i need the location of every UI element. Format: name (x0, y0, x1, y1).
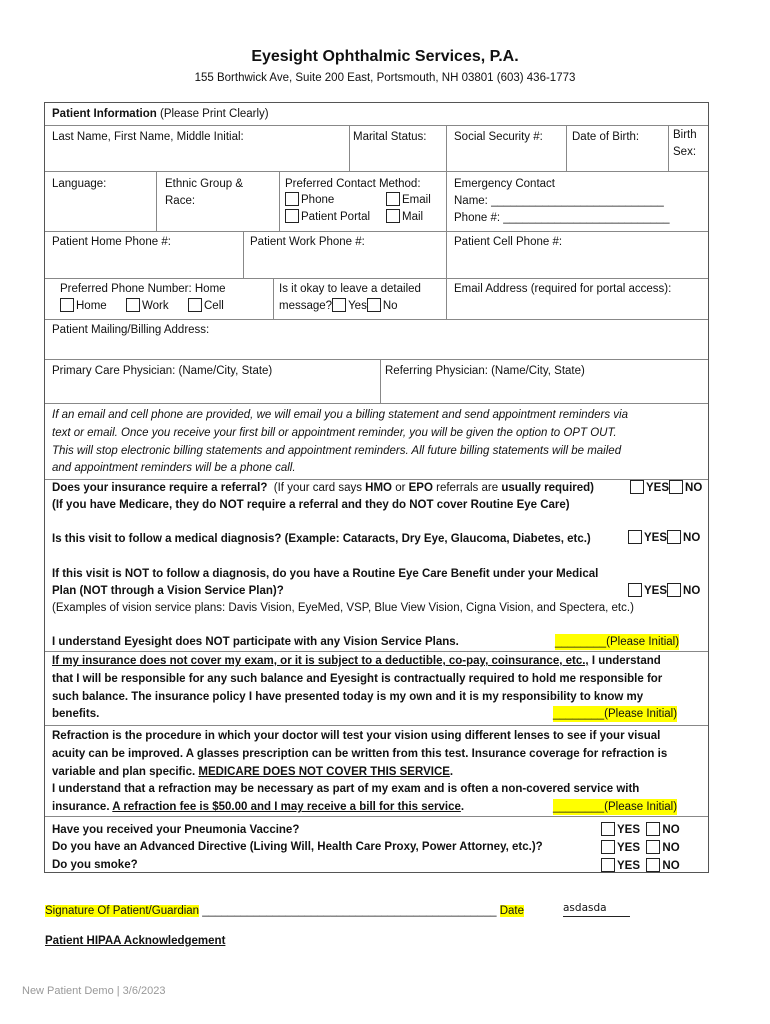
referral-no-checkbox[interactable] (669, 480, 683, 494)
page-footer: New Patient Demo | 3/6/2023 (22, 985, 166, 997)
work-phone-label: Patient Work Phone #: (250, 236, 365, 248)
leave-message-row: message? Yes No (279, 300, 398, 312)
ethnic-label-1: Ethnic Group & (165, 178, 243, 190)
billing-notice-line-4: and appointment reminders will be a phone call. (52, 462, 296, 474)
language-label: Language: (52, 178, 107, 190)
clinic-address: 155 Borthwick Ave, Suite 200 East, Portsmouth, NH 03801 (603) 436-1773 (194, 72, 576, 84)
refraction-line-3: variable and plan specific. MEDICARE DOES NOT COVER THIS SERVICE. (52, 766, 454, 778)
billing-notice-line-2: text or email. Once you receive your first bill or appointment reminder, you will be given the option to OPT OUT. (52, 427, 617, 439)
vsp-statement: I understand Eyesight does NOT participate with any Vision Service Plans. (52, 636, 459, 648)
refraction-line-1: Refraction is the procedure in which your doctor will test your vision using different lenses to see if your visual (52, 730, 661, 742)
dob-label: Date of Birth: (572, 131, 640, 143)
hipaa-heading: Patient HIPAA Acknowledgement (45, 935, 226, 947)
routine-question-1: If this visit is NOT to follow a diagnosis, do you have a Routine Eye Care Benefit under your Medical (52, 568, 599, 580)
pcp-label: Primary Care Physician: (Name/City, State) (52, 365, 273, 377)
smoke-yes-no: YES NO (601, 858, 680, 874)
msg-no-checkbox[interactable] (367, 298, 381, 312)
routine-question-2: Plan (NOT through a Vision Service Plan)? (52, 585, 284, 597)
pneumonia-yes-checkbox[interactable] (601, 822, 615, 836)
marital-status-label: Marital Status: (353, 131, 427, 143)
emergency-contact-label: Emergency Contact (454, 178, 555, 190)
diagnosis-yes-no: YES NO (628, 530, 700, 546)
mailing-address-label: Patient Mailing/Billing Address: (52, 324, 210, 336)
ethnic-label-2: Race: (165, 195, 196, 207)
leave-message-label-1: Is it okay to leave a detailed (279, 283, 421, 295)
contact-method-label: Preferred Contact Method: (285, 178, 421, 190)
refraction-line-2: acuity can be improved. A glasses prescription can be written from this test. Insurance coverage for refraction is (52, 748, 668, 760)
signature-row (45, 903, 524, 919)
pref-work-checkbox[interactable] (126, 298, 140, 312)
referring-label: Referring Physician: (Name/City, State) (385, 365, 585, 377)
contact-phone-option[interactable]: Phone (285, 192, 334, 208)
pref-work-option[interactable]: Work (126, 298, 169, 314)
emergency-phone-field[interactable]: Phone #: __________________________ (454, 212, 670, 224)
directive-question: Do you have an Advanced Directive (Living Will, Health Care Proxy, Power Attorney, etc.)? (52, 841, 543, 853)
insurance-statement-line-1: If my insurance does not cover my exam, or it is subject to a deductible, co-pay, coinsurance, etc., I understand (52, 655, 661, 667)
insurance-initial-field[interactable]: ________(Please Initial) (553, 708, 678, 720)
pref-home-option[interactable]: Home (60, 298, 107, 314)
birth-sex-label-1: Birth (673, 129, 697, 141)
patient-form (44, 102, 709, 873)
directive-yes-no: YES NO (601, 840, 680, 856)
contact-email-checkbox[interactable] (386, 192, 400, 206)
email-label: Email Address (required for portal access): (454, 283, 672, 295)
last-name-label: Last Name, First Name, Middle Initial: (52, 131, 244, 143)
billing-notice-line-3: This will stop electronic billing statements and appointment reminders. All future billing statements will be mailed (52, 445, 622, 457)
contact-phone-checkbox[interactable] (285, 192, 299, 206)
pneumonia-question: Have you received your Pneumonia Vaccine? (52, 824, 300, 836)
patient-info-heading: Patient Information (Please Print Clearly) (52, 108, 269, 120)
contact-email-option[interactable]: Email (386, 192, 431, 208)
date-underline (563, 916, 630, 917)
routine-yes-checkbox[interactable] (628, 583, 642, 597)
refraction-line-4: I understand that a refraction may be necessary as part of my exam and is often a non-covered service with (52, 783, 640, 795)
routine-examples: (Examples of vision service plans: Davis Vision, EyeMed, VSP, Blue View Vision, Cigna Vision, and Spectera, etc.) (52, 602, 634, 614)
refraction-initial-field[interactable]: ________(Please Initial) (553, 801, 678, 813)
emergency-name-field[interactable]: Name: ___________________________ (454, 195, 664, 207)
date-field[interactable]: asdasda (563, 902, 607, 914)
referral-yes-no: YES NO (630, 480, 702, 496)
pneumonia-yes-no: YES NO (601, 822, 680, 838)
directive-yes-checkbox[interactable] (601, 840, 615, 854)
pneumonia-no-checkbox[interactable] (646, 822, 660, 836)
home-phone-label: Patient Home Phone #: (52, 236, 171, 248)
referral-medicare-note: (If you have Medicare, they do NOT require a referral and they do NOT cover Routine Eye Care) (52, 499, 570, 511)
preferred-phone-label: Preferred Phone Number: Home (60, 283, 226, 295)
contact-mail-checkbox[interactable] (386, 209, 400, 223)
insurance-statement-line-4: benefits. (52, 708, 100, 720)
msg-yes-checkbox[interactable] (332, 298, 346, 312)
contact-portal-option[interactable]: Patient Portal (285, 209, 370, 225)
pref-home-checkbox[interactable] (60, 298, 74, 312)
pref-cell-option[interactable]: Cell (188, 298, 224, 314)
pref-cell-checkbox[interactable] (188, 298, 202, 312)
diagnosis-no-checkbox[interactable] (667, 530, 681, 544)
routine-no-checkbox[interactable] (667, 583, 681, 597)
signature-label: Signature Of Patient/Guardian (45, 905, 200, 917)
signature-field[interactable]: ______________________________________________ (202, 905, 497, 917)
ssn-label: Social Security #: (454, 131, 543, 143)
smoke-yes-checkbox[interactable] (601, 858, 615, 872)
routine-yes-no: YES NO (628, 583, 700, 599)
smoke-no-checkbox[interactable] (646, 858, 660, 872)
diagnosis-yes-checkbox[interactable] (628, 530, 642, 544)
directive-no-checkbox[interactable] (646, 840, 660, 854)
referral-yes-checkbox[interactable] (630, 480, 644, 494)
vsp-initial-field[interactable]: ________(Please Initial) (555, 636, 680, 648)
contact-portal-checkbox[interactable] (285, 209, 299, 223)
clinic-title: Eyesight Ophthalmic Services, P.A. (251, 48, 519, 65)
insurance-statement-line-2: that I will be responsible for any such balance and Eyesight is contractually required to hold me responsible for (52, 673, 663, 685)
smoke-question: Do you smoke? (52, 859, 138, 871)
referral-question: Does your insurance require a referral? (If your card says HMO or EPO referrals are usually required) (52, 482, 594, 494)
contact-mail-option[interactable]: Mail (386, 209, 423, 225)
date-label: Date (499, 905, 524, 917)
billing-notice-line-1: If an email and cell phone are provided, we will email you a billing statement and send appointment reminders via (52, 409, 628, 421)
insurance-statement-line-3: such balance. The insurance policy I have presented today is my own and it is my responsibility to know my (52, 691, 644, 703)
diagnosis-question: Is this visit to follow a medical diagnosis? (Example: Cataracts, Dry Eye, Glaucoma, Diabetes, etc.) (52, 533, 591, 545)
birth-sex-label-2: Sex: (673, 146, 697, 158)
cell-phone-label: Patient Cell Phone #: (454, 236, 563, 248)
refraction-line-5: insurance. A refraction fee is $50.00 and I may receive a bill for this service. (52, 801, 465, 813)
